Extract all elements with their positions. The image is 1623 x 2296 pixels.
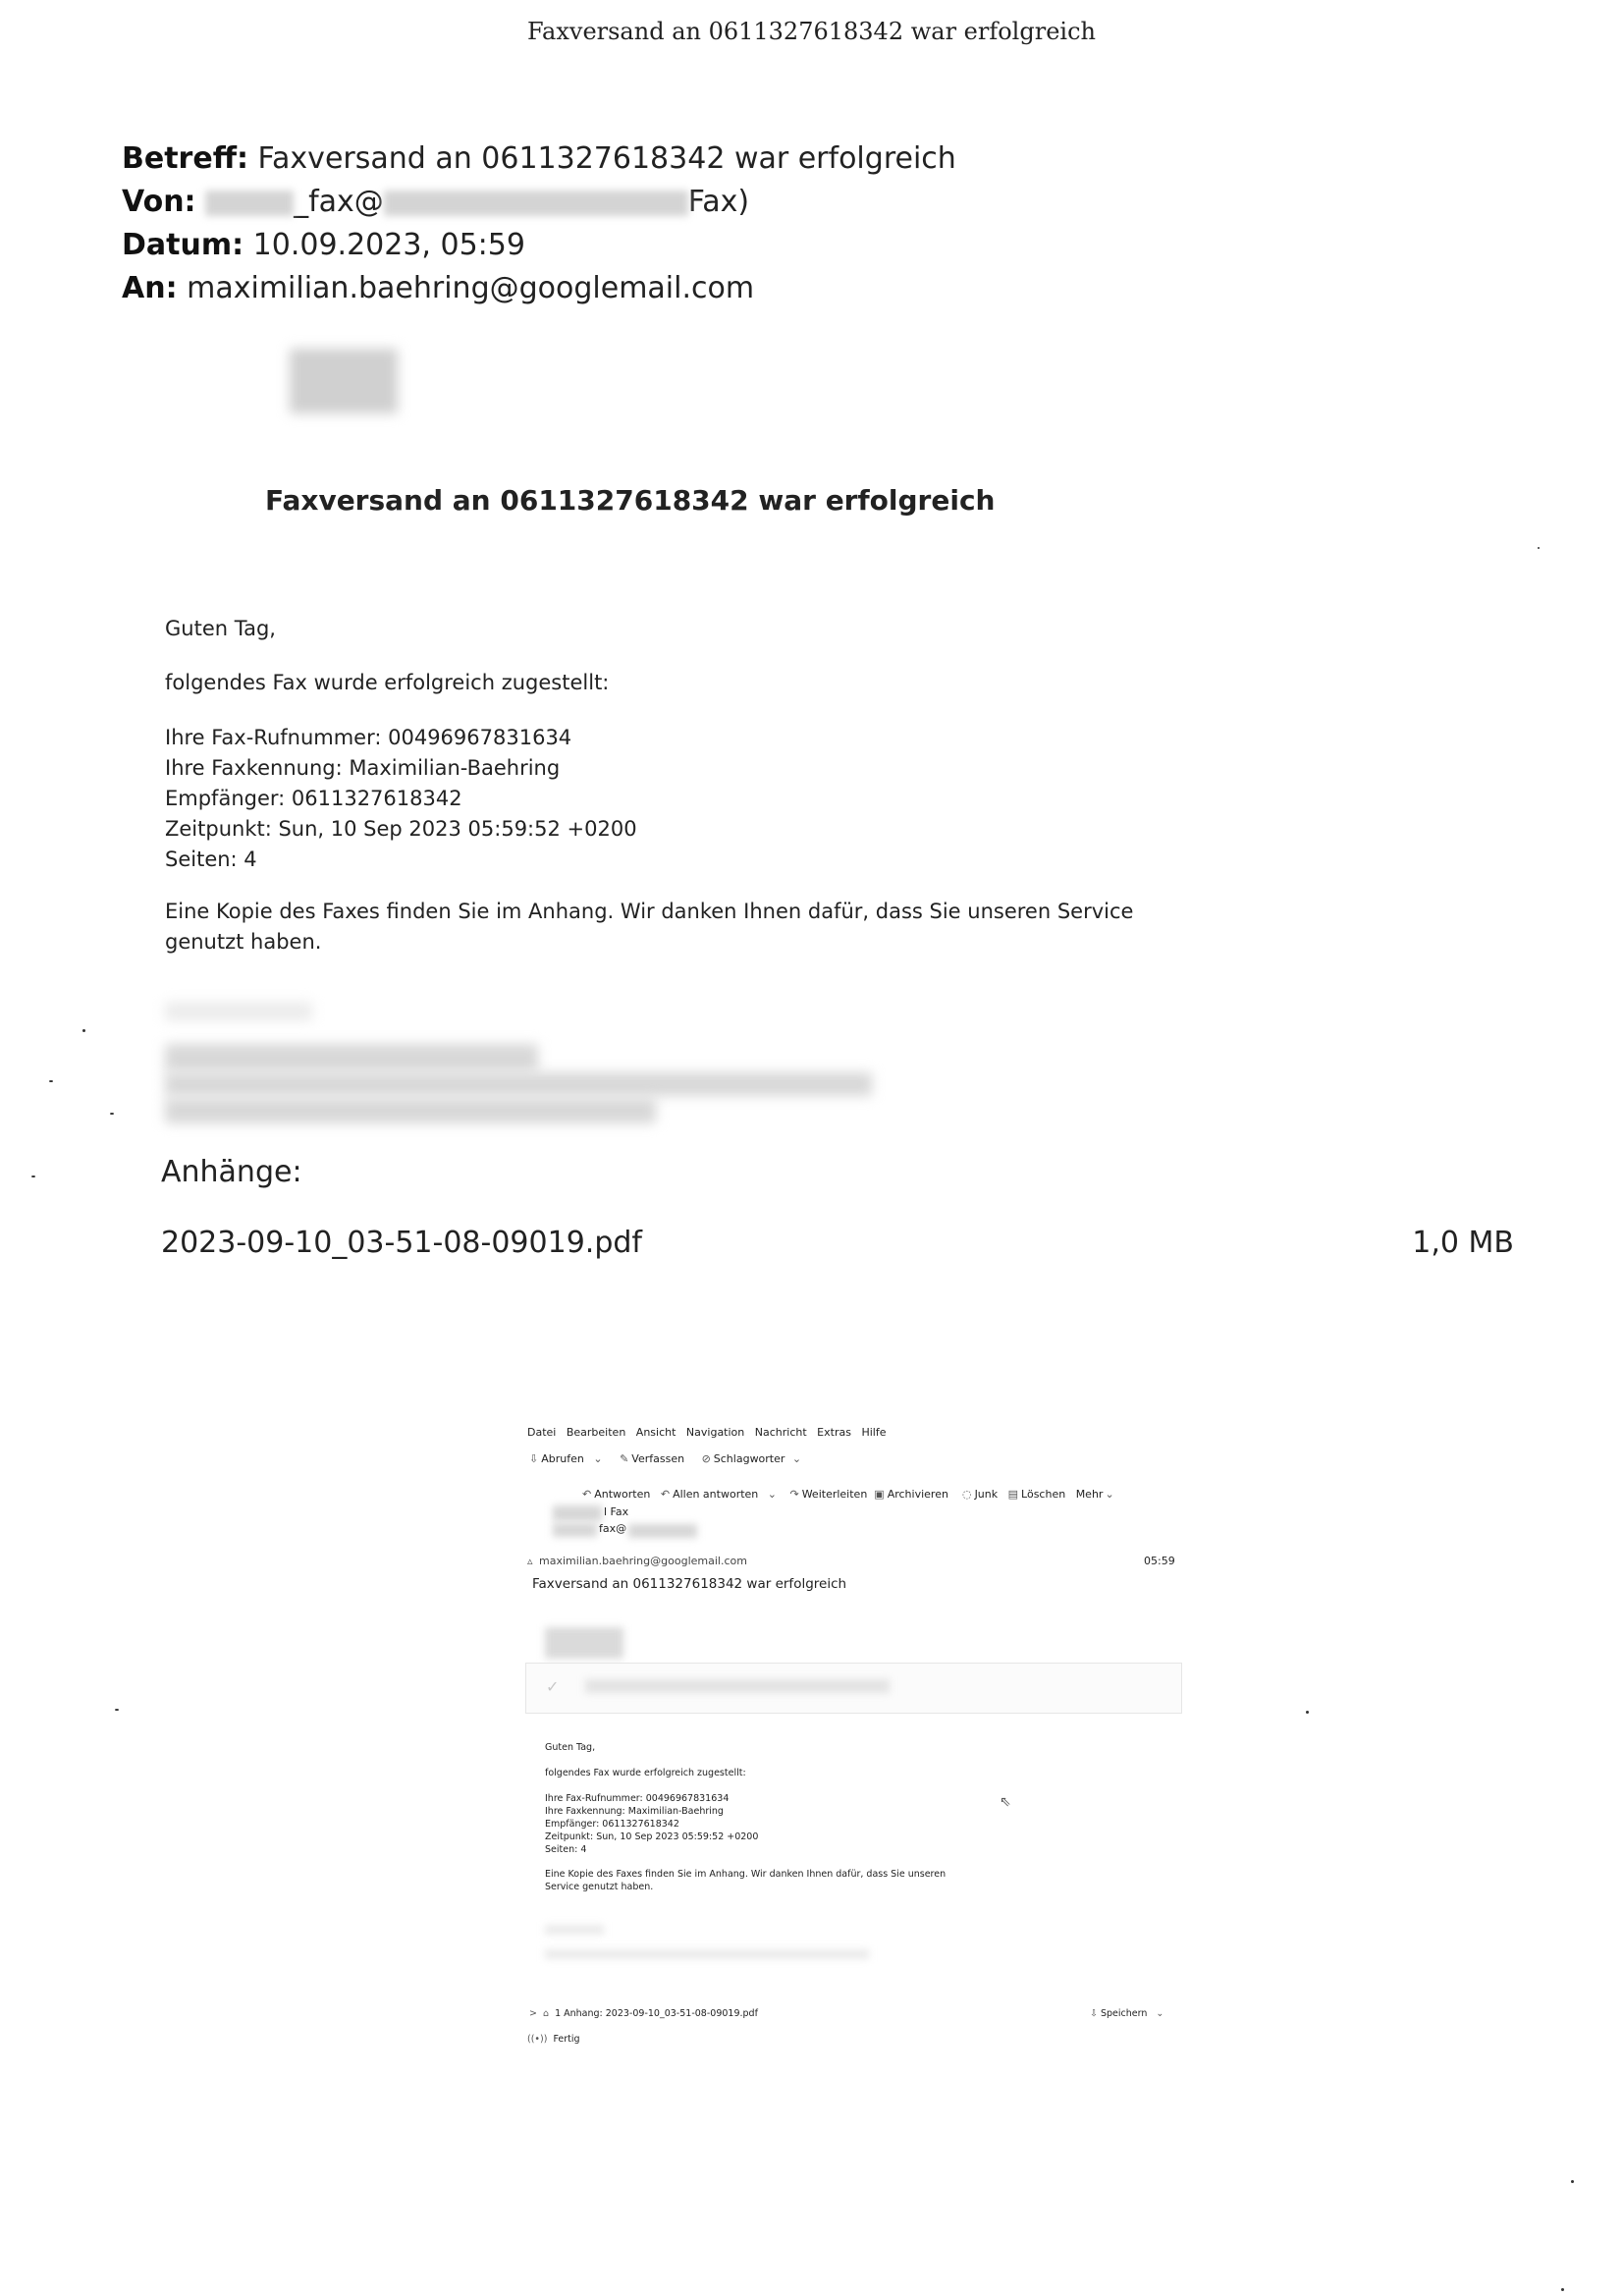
chevron-down-icon[interactable]: ⌄	[1105, 1488, 1114, 1501]
status-text: Fertig	[553, 2034, 580, 2045]
closing-line-1: Eine Kopie des Faxes finden Sie im Anhang. Wir danken Ihnen dafür, dass Sie unseren	[545, 1869, 947, 1880]
greeting: Guten Tag,	[165, 617, 276, 640]
tags-button[interactable]: Schlagworter	[713, 1452, 785, 1465]
subject-line	[122, 137, 956, 181]
forward-icon: ↷	[789, 1488, 799, 1501]
recipient-line	[527, 1555, 747, 1567]
subject-value: Faxversand an 0611327618342 war erfolgreich	[257, 141, 956, 176]
menu-item-hilfe[interactable]: Hilfe	[861, 1426, 887, 1439]
to-label: An:	[122, 271, 178, 305]
detail-fax-number: Ihre Fax-Rufnummer: 00496967831634	[165, 726, 572, 749]
scan-speck	[1571, 2180, 1574, 2183]
redacted-banner-text	[585, 1679, 890, 1693]
trash-icon: ▤	[1007, 1488, 1019, 1501]
date-line	[122, 224, 525, 267]
scan-speck	[110, 1113, 114, 1115]
redacted-signature-line	[165, 1044, 538, 1071]
menu-bar	[527, 1426, 886, 1439]
detail-pages: Seiten: 4	[545, 1844, 587, 1855]
from-value-part1: _fax@	[294, 185, 384, 219]
redacted-sender-name	[553, 1505, 602, 1521]
scan-speck	[115, 1709, 119, 1711]
greeting: Guten Tag,	[545, 1742, 596, 1753]
reply-icon: ↶	[582, 1488, 592, 1501]
chevron-down-icon[interactable]: ⌄	[1156, 2008, 1164, 2019]
recipient-address[interactable]: maximilian.baehring@googlemail.com	[539, 1555, 747, 1567]
person-icon: ▵	[527, 1555, 533, 1567]
scan-speck	[1561, 2288, 1564, 2291]
status-bar	[527, 2034, 580, 2047]
message-time: 05:59	[1144, 1555, 1175, 1567]
sender-name: l Fax	[604, 1505, 629, 1518]
paperclip-icon: ⌂	[543, 2008, 550, 2019]
detail-fax-id: Ihre Faxkennung: Maximilian-Baehring	[165, 756, 561, 780]
attachment-info[interactable]: 1 Anhang: 2023-09-10_03-51-08-09019.pdf	[555, 2008, 758, 2019]
attachment-size: 1,0 MB	[1412, 1226, 1514, 1260]
mail-heading: Faxversand an 0611327618342 war erfolgreich	[265, 484, 996, 517]
redacted-sender	[553, 1523, 597, 1537]
to-value[interactable]: maximilian.baehring@googlemail.com	[187, 271, 755, 305]
message-toolbar	[582, 1488, 1117, 1501]
intro-text: folgendes Fax wurde erfolgreich zugestellt:	[545, 1768, 746, 1778]
chevron-down-icon[interactable]: ⌄	[767, 1488, 777, 1501]
closing-line-2: Service genutzt haben.	[545, 1882, 654, 1892]
redacted-signature-line	[165, 1072, 872, 1096]
detail-pages: Seiten: 4	[165, 847, 257, 871]
from-line	[122, 181, 749, 224]
menu-item-extras[interactable]: Extras	[817, 1426, 851, 1439]
more-button[interactable]: Mehr	[1075, 1488, 1104, 1501]
reply-button[interactable]: Antworten	[594, 1488, 651, 1501]
to-line	[122, 267, 754, 310]
checkmark-icon: ✓	[546, 1677, 560, 1696]
scan-speck	[1538, 547, 1540, 549]
redacted-sender-domain	[384, 191, 688, 216]
chevron-right-icon[interactable]: >	[529, 2008, 537, 2019]
compose-button[interactable]: Verfassen	[631, 1452, 685, 1465]
embedded-mail-client-screenshot	[525, 1419, 1183, 2057]
intro-text: folgendes Fax wurde erfolgreich zugestellt:	[165, 671, 610, 694]
detail-recipient: Empfänger: 0611327618342	[165, 787, 462, 810]
menu-item-ansicht[interactable]: Ansicht	[635, 1426, 676, 1439]
menu-item-datei[interactable]: Datei	[527, 1426, 557, 1439]
detail-timestamp: Zeitpunkt: Sun, 10 Sep 2023 05:59:52 +0200	[165, 817, 637, 841]
date-label: Datum:	[122, 228, 244, 262]
scan-speck	[82, 1029, 85, 1032]
reply-all-icon: ↶	[660, 1488, 671, 1501]
main-toolbar	[529, 1452, 804, 1465]
download-icon: ⇩	[1090, 2008, 1098, 2019]
scan-speck	[49, 1080, 53, 1082]
scan-speck	[1306, 1711, 1309, 1714]
archive-button[interactable]: Archivieren	[887, 1488, 948, 1501]
mouse-cursor-icon: ⇖	[1000, 1794, 1011, 1810]
redacted-signature-line	[165, 1002, 312, 1021]
attachment-filename[interactable]: 2023-09-10_03-51-08-09019.pdf	[161, 1226, 642, 1260]
redacted-signature-line	[165, 1098, 656, 1123]
redacted-sender-domain	[628, 1524, 697, 1538]
redacted-sender-name	[205, 191, 294, 216]
redacted-signature	[545, 1925, 604, 1935]
message-subject: Faxversand an 0611327618342 war erfolgreich	[532, 1576, 847, 1592]
chevron-down-icon[interactable]: ⌄	[791, 1452, 802, 1465]
tag-icon: ⊘	[701, 1452, 711, 1465]
fetch-icon: ⇩	[529, 1452, 539, 1465]
chevron-down-icon[interactable]: ⌄	[593, 1452, 603, 1465]
forward-button[interactable]: Weiterleiten	[801, 1488, 868, 1501]
sender-address[interactable]: fax@	[599, 1522, 627, 1535]
detail-fax-number: Ihre Fax-Rufnummer: 00496967831634	[545, 1793, 730, 1804]
delete-button[interactable]: Löschen	[1021, 1488, 1066, 1501]
attachments-label: Anhänge:	[161, 1155, 302, 1189]
subject-label: Betreff:	[122, 141, 248, 176]
from-label: Von:	[122, 185, 196, 219]
connection-icon: ((•))	[527, 2034, 548, 2045]
archive-icon: ▣	[874, 1488, 885, 1501]
redacted-logo	[290, 349, 398, 413]
fetch-button[interactable]: Abrufen	[541, 1452, 584, 1465]
compose-icon: ✎	[620, 1452, 629, 1465]
detail-fax-id: Ihre Faxkennung: Maximilian-Baehring	[545, 1806, 724, 1817]
menu-item-nachricht[interactable]: Nachricht	[754, 1426, 807, 1439]
junk-icon: ◌	[961, 1488, 972, 1501]
redacted-banner	[525, 1663, 1182, 1714]
closing-text: Eine Kopie des Faxes finden Sie im Anhang. Wir danken Ihnen dafür, dass Sie unseren Service genutzt haben.	[165, 900, 1134, 954]
redacted-logo	[545, 1627, 623, 1659]
redacted-signature	[545, 1949, 869, 1959]
attachment-bar	[529, 2008, 758, 2021]
print-page-title: Faxversand an 0611327618342 war erfolgreich	[527, 18, 1096, 45]
detail-timestamp: Zeitpunkt: Sun, 10 Sep 2023 05:59:52 +0200	[545, 1831, 759, 1842]
junk-button[interactable]: Junk	[974, 1488, 999, 1501]
scan-speck	[31, 1175, 35, 1177]
save-button[interactable]: Speichern	[1100, 2008, 1148, 2019]
from-value-part2: Fax)	[687, 185, 750, 219]
menu-item-bearbeiten[interactable]: Bearbeiten	[566, 1426, 626, 1439]
detail-recipient: Empfänger: 0611327618342	[545, 1819, 679, 1830]
save-control	[1090, 2008, 1166, 2021]
menu-item-navigation[interactable]: Navigation	[685, 1426, 745, 1439]
date-value: 10.09.2023, 05:59	[252, 228, 525, 262]
reply-all-button[interactable]: Allen antworten	[673, 1488, 759, 1501]
